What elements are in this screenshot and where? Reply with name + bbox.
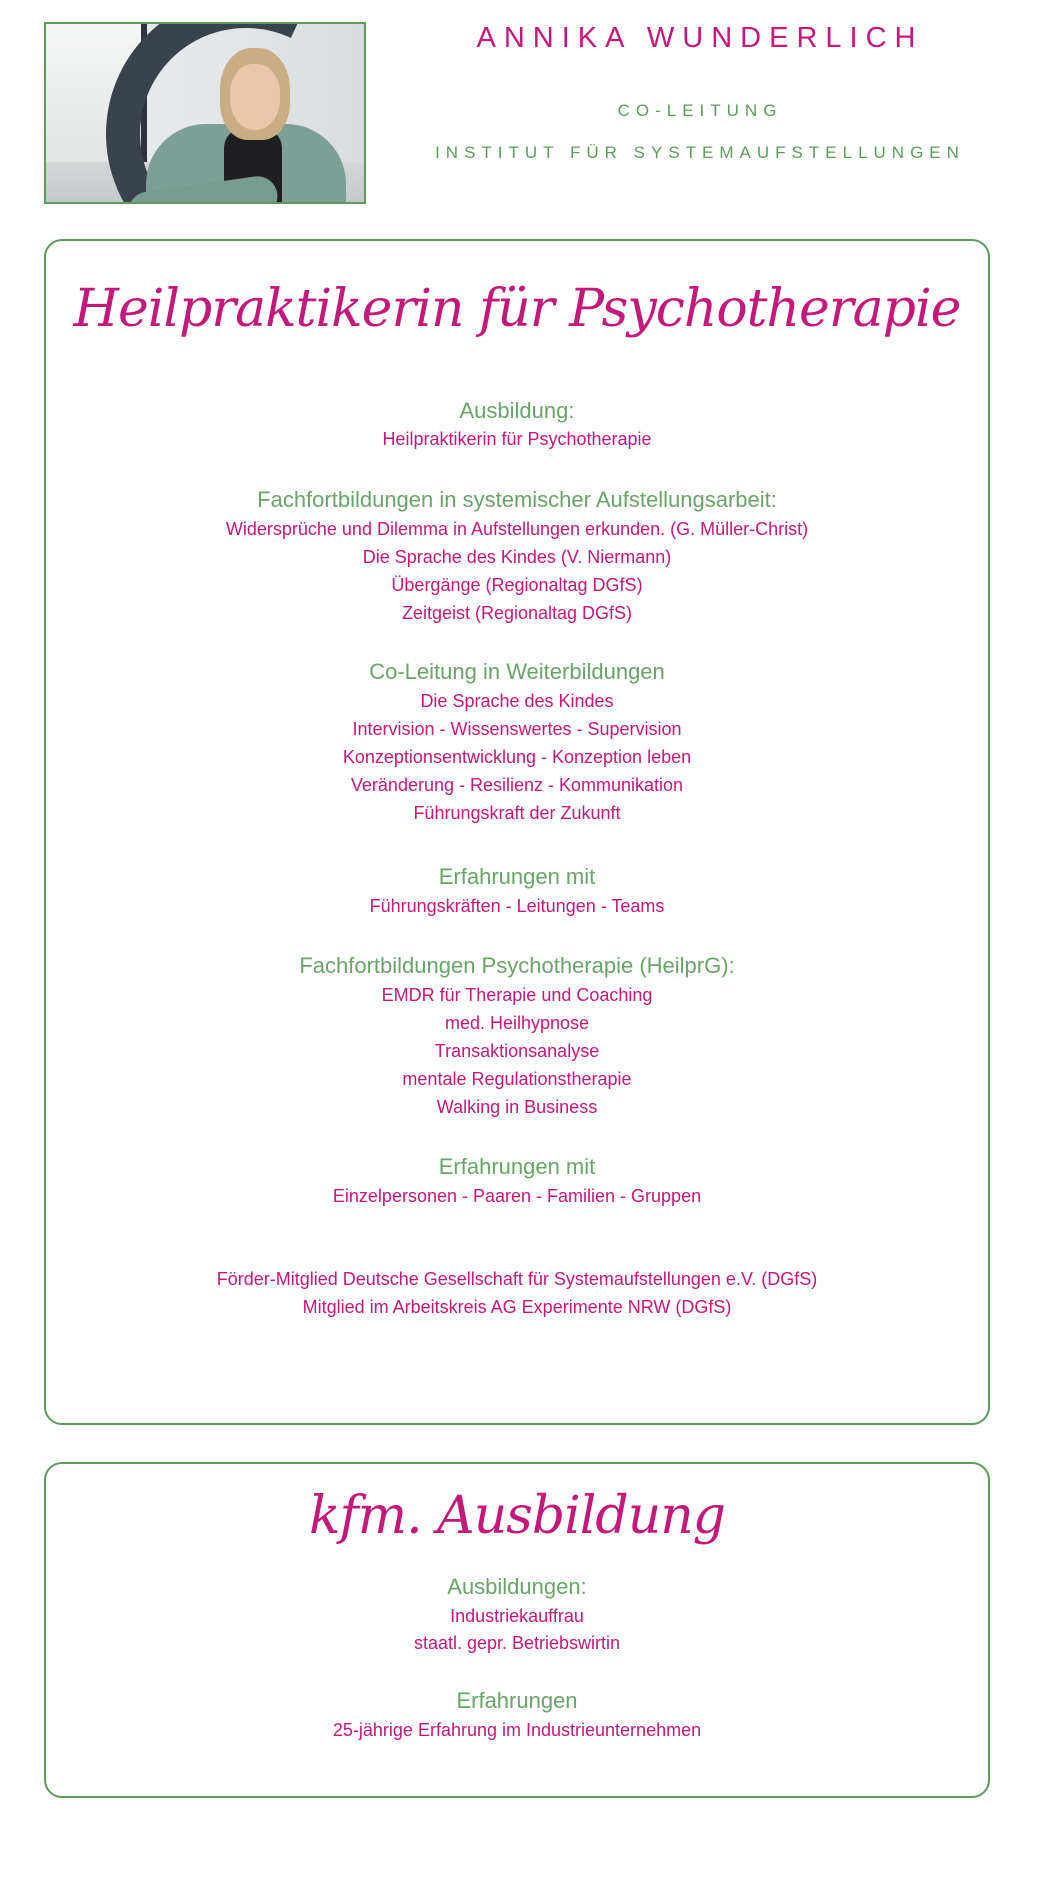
section-heading: Erfahrungen bbox=[456, 1688, 578, 1713]
commercial-card bbox=[44, 1462, 990, 1798]
section-item: Übergänge (Regionaltag DGfS) bbox=[391, 575, 643, 595]
section-heading: Fachfortbildungen Psychotherapie (HeilprG): bbox=[299, 953, 735, 978]
section-item: 25-jährige Erfahrung im Industrieunternehmen bbox=[332, 1720, 702, 1740]
commercial-title: kfm. Ausbildung bbox=[309, 1486, 725, 1546]
section-item: Die Sprache des Kindes bbox=[420, 691, 614, 711]
psychotherapy-title: Heilpraktikerin für Psychotherapie bbox=[73, 279, 961, 339]
section-item: Führungskräften - Leitungen - Teams bbox=[369, 896, 665, 916]
section-item: EMDR für Therapie und Coaching bbox=[381, 985, 653, 1005]
section-item: staatl. gepr. Betriebswirtin bbox=[413, 1633, 621, 1653]
section-heading: Ausbildung: bbox=[459, 398, 575, 423]
section-item: Industriekauffrau bbox=[450, 1606, 584, 1626]
section-item: med. Heilhypnose bbox=[444, 1013, 590, 1033]
section-heading: Erfahrungen mit bbox=[438, 864, 596, 889]
profile-photo bbox=[44, 22, 366, 204]
institute-name: INSTITUT FÜR SYSTEMAUFSTELLUNGEN bbox=[435, 143, 965, 162]
person-name: ANNIKA WUNDERLICH bbox=[476, 22, 924, 54]
section-item: Transaktionsanalyse bbox=[434, 1041, 600, 1061]
section-item: Führungskraft der Zukunft bbox=[413, 803, 621, 823]
section-item: Veränderung - Resilienz - Kommunikation bbox=[350, 775, 684, 795]
role-title: CO-LEITUNG bbox=[617, 101, 783, 120]
section-item: Heilpraktikerin für Psychotherapie bbox=[382, 429, 652, 449]
section-heading: Ausbildungen: bbox=[447, 1574, 587, 1599]
section-item: Zeitgeist (Regionaltag DGfS) bbox=[401, 603, 633, 623]
section-item: Konzeptionsentwicklung - Konzeption leben bbox=[342, 747, 692, 767]
membership-item: Mitglied im Arbeitskreis AG Experimente NRW (DGfS) bbox=[302, 1297, 732, 1317]
section-heading: Co-Leitung in Weiterbildungen bbox=[369, 659, 665, 684]
section-item: Einzelpersonen - Paaren - Familien - Gruppen bbox=[332, 1186, 702, 1206]
section-item: mentale Regulationstherapie bbox=[402, 1069, 632, 1089]
membership-item: Förder-Mitglied Deutsche Gesellschaft für Systemaufstellungen e.V. (DGfS) bbox=[216, 1269, 818, 1289]
section-item: Intervision - Wissenswertes - Supervision bbox=[352, 719, 682, 739]
section-item: Walking in Business bbox=[436, 1097, 598, 1117]
section-heading: Erfahrungen mit bbox=[438, 1154, 596, 1179]
psychotherapy-card bbox=[44, 239, 990, 1425]
section-item: Widersprüche und Dilemma in Aufstellungen erkunden. (G. Müller-Christ) bbox=[225, 519, 809, 539]
section-heading: Fachfortbildungen in systemischer Aufstellungsarbeit: bbox=[257, 487, 777, 512]
section-item: Die Sprache des Kindes (V. Niermann) bbox=[362, 547, 672, 567]
